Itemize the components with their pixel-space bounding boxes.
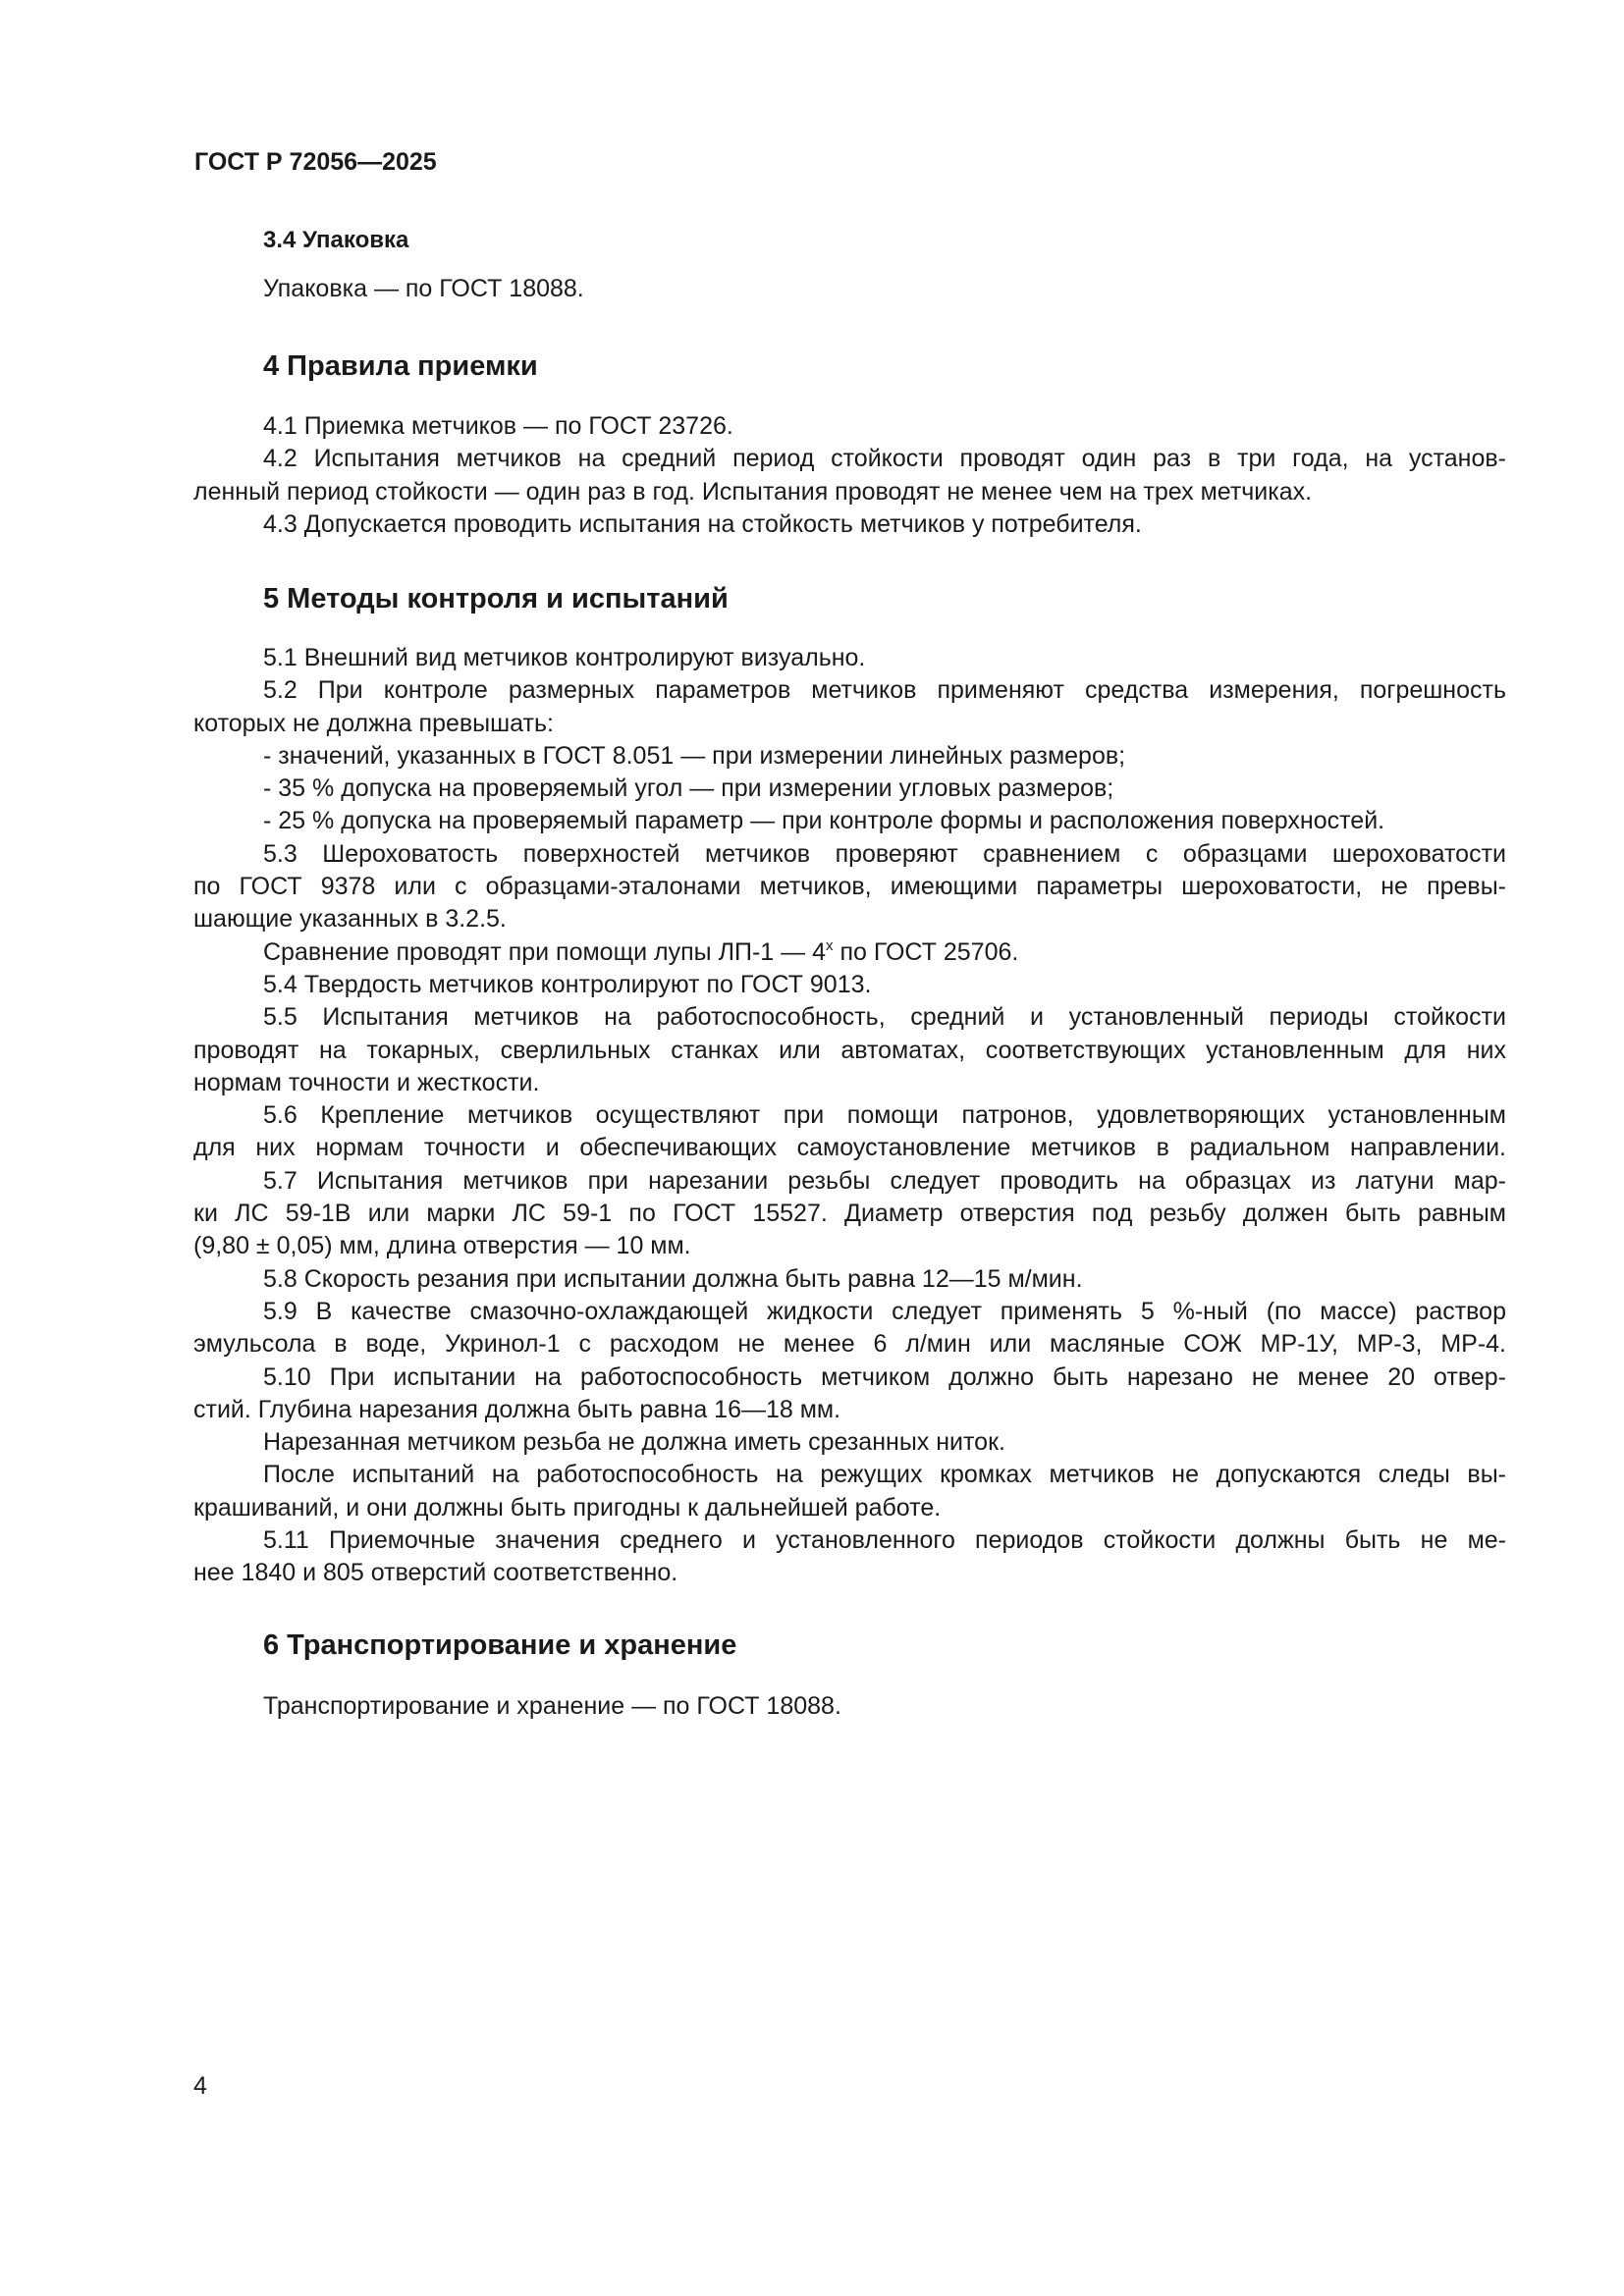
- section-heading: 4 Правила приемки: [263, 350, 538, 382]
- paragraph-5-4: 5.4 Твердость метчиков контролируют по ГОСТ 9013.: [263, 970, 872, 998]
- paragraph-5-7-line: (9,80 ± 0,05) мм, длина отверстия — 10 мм.: [193, 1232, 691, 1260]
- paragraph-5-7-line: 5.7 Испытания метчиков при нарезании резьбы следует проводить на образцах из латуни мар-: [263, 1166, 1506, 1195]
- paragraph-5-2-line: которых не должна превышать:: [193, 709, 554, 737]
- paragraph-5-3-line: шающие указанных в 3.2.5.: [193, 905, 507, 934]
- comparison-text-end: по ГОСТ 25706.: [833, 937, 1019, 966]
- paragraph-5-10-line: 5.10 При испытании на работоспособность метчиком должно быть нарезано не менее 20 отвер-: [263, 1362, 1506, 1391]
- paragraph-4-2-line: 4.2 Испытания метчиков на средний период стойкости проводят один раз в три года, на установ-: [263, 445, 1506, 473]
- list-item: - 35 % допуска на проверяемый угол — при измерении угловых размеров;: [263, 774, 1114, 803]
- section-3-4: [193, 226, 1506, 305]
- paragraph-5-9-line: эмульсола в воде, Укринол-1 с расходом не менее 6 л/мин или масляные СОЖ МР-1У, МР-3, МР-4.: [193, 1330, 1506, 1359]
- section-6-body: [193, 1690, 1506, 1723]
- magnification-superscript: х: [826, 936, 834, 954]
- comparison-text: Сравнение проводят при помощи лупы ЛП-1 — 4: [263, 937, 826, 966]
- paragraph-5-5-line: 5.5 Испытания метчиков на работоспособность, средний и установленный периоды стойкости: [263, 1003, 1506, 1032]
- paragraph-5-5-line: нормам точности и жесткости.: [193, 1068, 540, 1096]
- section-heading: 6 Транспортирование и хранение: [263, 1629, 737, 1661]
- paragraph-5-10-after-line: После испытаний на работоспособность на режущих кромках метчиков не допускаются следы вы-: [263, 1461, 1506, 1489]
- paragraph-5-11-line: 5.11 Приемочные значения среднего и установленного периодов стойкости должны быть не ме-: [263, 1526, 1506, 1555]
- paragraph: Транспортирование и хранение — по ГОСТ 18088.: [263, 1692, 841, 1720]
- paragraph-5-10-after-line: крашиваний, и они должны быть пригодны к дальнейшей работе.: [193, 1493, 942, 1522]
- subsection-heading: 3.4 Упаковка: [263, 227, 409, 253]
- list-item: - значений, указанных в ГОСТ 8.051 — при измерении линейных размеров;: [263, 741, 1126, 770]
- paragraph-5-5-line: проводят на токарных, сверлильных станках или автоматах, соответствующих установленным для них: [193, 1036, 1506, 1064]
- paragraph-5-3-line: 5.3 Шероховатость поверхностей метчиков проверяют сравнением с образцами шероховатости: [263, 839, 1506, 868]
- section-4: [193, 349, 1506, 383]
- paragraph-5-7-line: ки ЛС 59-1В или марки ЛС 59-1 по ГОСТ 15527. Диаметр отверстия под резьбу должен быть равным: [193, 1200, 1506, 1228]
- section-5-body: [193, 642, 1506, 1590]
- paragraph-5-10-thread: Нарезанная метчиком резьба не должна иметь срезанных ниток.: [263, 1428, 1005, 1457]
- paragraph-5-3-line: по ГОСТ 9378 или с образцами-эталонами метчиков, имеющими параметры шероховатости, не превы-: [193, 873, 1506, 901]
- paragraph-5-6-line: 5.6 Крепление метчиков осуществляют при помощи патронов, удовлетворяющих установленным: [263, 1101, 1506, 1130]
- section-4-body: [193, 410, 1506, 541]
- paragraph-4-3: 4.3 Допускается проводить испытания на стойкость метчиков у потребителя.: [263, 509, 1142, 538]
- paragraph-5-6-line: для них нормам точности и обеспечивающих самоустановление метчиков в радиальном направлении.: [193, 1134, 1506, 1162]
- paragraph-comparison: [193, 936, 1506, 969]
- paragraph-5-1: 5.1 Внешний вид метчиков контролируют визуально.: [263, 644, 866, 671]
- document-designation: ГОСТ Р 72056—2025: [194, 148, 437, 176]
- paragraph-5-8: 5.8 Скорость резания при испытании должна быть равна 12—15 м/мин.: [263, 1264, 1083, 1293]
- list-item: - 25 % допуска на проверяемый параметр — при контроле формы и расположения поверхностей.: [263, 807, 1385, 835]
- paragraph-5-9-line: 5.9 В качестве смазочно-охлаждающей жидкости следует применять 5 %-ный (по массе) раствор: [263, 1297, 1506, 1325]
- paragraph-4-1: 4.1 Приемка метчиков — по ГОСТ 23726.: [263, 412, 733, 440]
- paragraph-5-11-line: нее 1840 и 805 отверстий соответственно.: [193, 1559, 678, 1587]
- paragraph: Упаковка — по ГОСТ 18088.: [263, 275, 584, 302]
- page-number: 4: [193, 2072, 207, 2100]
- paragraph-4-2-line: ленный период стойкости — один раз в год. Испытания проводят не менее чем на трех метчиках.: [193, 477, 1313, 506]
- paragraph-5-2-line: 5.2 При контроле размерных параметров метчиков применяют средства измерения, погрешность: [263, 676, 1506, 705]
- section-6: [193, 1629, 1506, 1662]
- paragraph-5-10-line: стий. Глубина нарезания должна быть равна 16—18 мм.: [193, 1395, 841, 1423]
- section-5: [193, 582, 1506, 615]
- section-heading: 5 Методы контроля и испытаний: [263, 583, 729, 614]
